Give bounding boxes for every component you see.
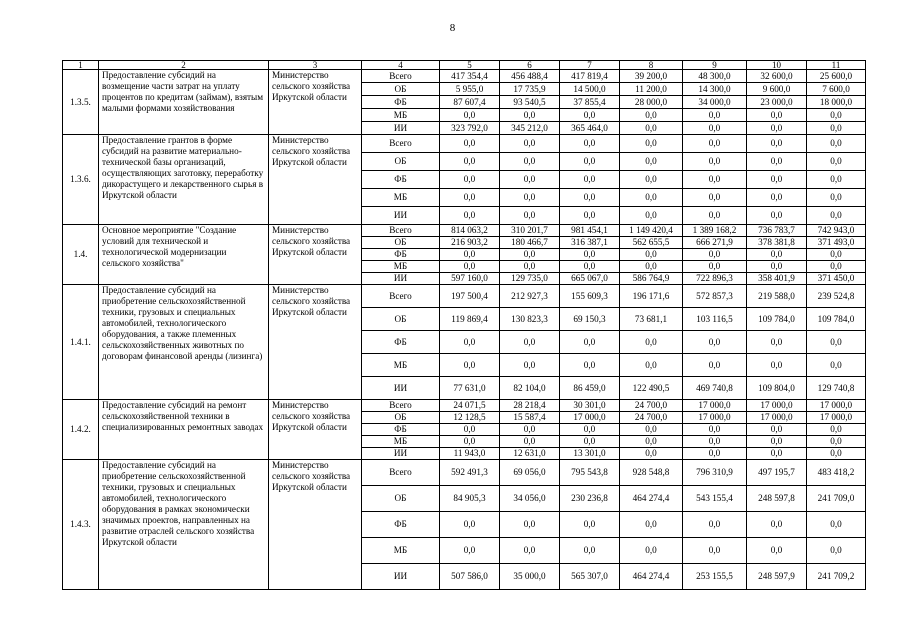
amount-cell: 5 955,0: [440, 83, 500, 96]
amount-cell: 17 000,0: [807, 412, 866, 424]
amount-cell: 323 792,0: [440, 122, 500, 135]
amount-cell: 0,0: [500, 261, 560, 273]
amount-cell: 0,0: [807, 538, 866, 564]
amount-cell: 0,0: [683, 261, 747, 273]
amount-cell: 0,0: [747, 153, 807, 171]
funding-source: ИИ: [362, 273, 440, 285]
funding-source: МБ: [362, 354, 440, 377]
table-row: [63, 225, 866, 237]
funding-source: ФБ: [362, 331, 440, 354]
amount-cell: 417 819,4: [560, 70, 620, 83]
amount-cell: 0,0: [620, 261, 683, 273]
amount-cell: 0,0: [560, 538, 620, 564]
item-code: 1.3.6.: [63, 135, 99, 225]
funding-source: ФБ: [362, 512, 440, 538]
header-cell: 2: [99, 61, 269, 70]
amount-cell: 562 655,5: [620, 237, 683, 249]
header-cell: 5: [440, 61, 500, 70]
amount-cell: 0,0: [560, 189, 620, 207]
funding-source: Всего: [362, 400, 440, 412]
amount-cell: 11 200,0: [620, 83, 683, 96]
funding-source: ОБ: [362, 237, 440, 249]
amount-cell: 0,0: [683, 207, 747, 225]
amount-cell: 0,0: [807, 424, 866, 436]
amount-cell: 7 600,0: [807, 83, 866, 96]
amount-cell: 0,0: [807, 189, 866, 207]
amount-cell: 0,0: [683, 331, 747, 354]
amount-cell: 0,0: [683, 135, 747, 153]
amount-cell: 0,0: [620, 354, 683, 377]
amount-cell: 417 354,4: [440, 70, 500, 83]
amount-cell: 109 784,0: [747, 308, 807, 331]
budget-table: [62, 60, 866, 590]
amount-cell: 0,0: [560, 171, 620, 189]
amount-cell: 103 116,5: [683, 308, 747, 331]
funding-source: ИИ: [362, 564, 440, 590]
header-cell: 4: [362, 61, 440, 70]
amount-cell: 155 609,3: [560, 285, 620, 308]
amount-cell: 17 000,0: [560, 412, 620, 424]
amount-cell: 0,0: [747, 448, 807, 460]
amount-cell: 37 855,4: [560, 96, 620, 109]
amount-cell: 0,0: [620, 122, 683, 135]
amount-cell: 796 310,9: [683, 460, 747, 486]
amount-cell: 371 493,0: [807, 237, 866, 249]
amount-cell: 666 271,9: [683, 237, 747, 249]
amount-cell: 82 104,0: [500, 377, 560, 400]
amount-cell: 86 459,0: [560, 377, 620, 400]
amount-cell: 586 764,9: [620, 273, 683, 285]
amount-cell: 0,0: [683, 153, 747, 171]
amount-cell: 0,0: [620, 135, 683, 153]
item-name: Предоставление грантов в форме субсидий на развитие материально-технической базы организаций, осуществляющих заготовку, переработку дикорастущего и лекарственного сырья в Иркутской области: [99, 135, 269, 225]
amount-cell: 239 524,8: [807, 285, 866, 308]
funding-source: ОБ: [362, 308, 440, 331]
amount-cell: 497 195,7: [747, 460, 807, 486]
amount-cell: 0,0: [440, 189, 500, 207]
item-code: 1.4.2.: [63, 400, 99, 460]
amount-cell: 0,0: [560, 207, 620, 225]
header-cell: 9: [683, 61, 747, 70]
amount-cell: 0,0: [440, 261, 500, 273]
amount-cell: 464 274,4: [620, 486, 683, 512]
amount-cell: 9 600,0: [747, 83, 807, 96]
amount-cell: 0,0: [440, 109, 500, 122]
amount-cell: 0,0: [807, 109, 866, 122]
amount-cell: 0,0: [620, 249, 683, 261]
amount-cell: 0,0: [440, 153, 500, 171]
table-body: [63, 61, 866, 590]
amount-cell: 0,0: [807, 153, 866, 171]
amount-cell: 14 300,0: [683, 83, 747, 96]
amount-cell: 129 735,0: [500, 273, 560, 285]
amount-cell: 0,0: [560, 354, 620, 377]
funding-source: ОБ: [362, 486, 440, 512]
amount-cell: 1 149 420,4: [620, 225, 683, 237]
amount-cell: 17 735,9: [500, 83, 560, 96]
item-code: 1.3.5.: [63, 70, 99, 135]
amount-cell: 0,0: [747, 135, 807, 153]
responsible-org: Министерство сельского хозяйства Иркутской области: [269, 285, 362, 400]
amount-cell: 0,0: [747, 249, 807, 261]
amount-cell: 0,0: [683, 448, 747, 460]
amount-cell: 13 301,0: [560, 448, 620, 460]
funding-source: ИИ: [362, 377, 440, 400]
amount-cell: 0,0: [440, 331, 500, 354]
amount-cell: 572 857,3: [683, 285, 747, 308]
amount-cell: 24 700,0: [620, 400, 683, 412]
funding-source: ФБ: [362, 424, 440, 436]
amount-cell: 241 709,0: [807, 486, 866, 512]
amount-cell: 371 450,0: [807, 273, 866, 285]
amount-cell: 0,0: [747, 354, 807, 377]
amount-cell: 0,0: [620, 171, 683, 189]
amount-cell: 0,0: [440, 424, 500, 436]
amount-cell: 592 491,3: [440, 460, 500, 486]
amount-cell: 69 150,3: [560, 308, 620, 331]
amount-cell: 28 218,4: [500, 400, 560, 412]
amount-cell: 0,0: [500, 436, 560, 448]
amount-cell: 17 000,0: [747, 400, 807, 412]
amount-cell: 24 071,5: [440, 400, 500, 412]
item-code: 1.4.3.: [63, 460, 99, 590]
amount-cell: 212 927,3: [500, 285, 560, 308]
amount-cell: 0,0: [440, 249, 500, 261]
item-code: 1.4.1.: [63, 285, 99, 400]
amount-cell: 310 201,7: [500, 225, 560, 237]
amount-cell: 14 500,0: [560, 83, 620, 96]
amount-cell: 0,0: [620, 331, 683, 354]
funding-source: ИИ: [362, 122, 440, 135]
amount-cell: 0,0: [683, 512, 747, 538]
amount-cell: 0,0: [440, 512, 500, 538]
amount-cell: 0,0: [747, 436, 807, 448]
amount-cell: 32 600,0: [747, 70, 807, 83]
amount-cell: 34 000,0: [683, 96, 747, 109]
page-number: 8: [449, 22, 456, 34]
amount-cell: 24 700,0: [620, 412, 683, 424]
funding-source: Всего: [362, 285, 440, 308]
amount-cell: 122 490,5: [620, 377, 683, 400]
amount-cell: 17 000,0: [683, 400, 747, 412]
amount-cell: 109 784,0: [807, 308, 866, 331]
amount-cell: 23 000,0: [747, 96, 807, 109]
amount-cell: 0,0: [747, 122, 807, 135]
item-name: Предоставление субсидий на возмещение части затрат на уплату процентов по кредитам (займам), взятым малыми формами хозяйствования: [99, 70, 269, 135]
header-cell: 6: [500, 61, 560, 70]
amount-cell: 0,0: [807, 448, 866, 460]
amount-cell: 0,0: [560, 249, 620, 261]
amount-cell: 928 548,8: [620, 460, 683, 486]
funding-source: МБ: [362, 109, 440, 122]
amount-cell: 0,0: [560, 436, 620, 448]
amount-cell: 109 804,0: [747, 377, 807, 400]
table-row: [63, 285, 866, 308]
amount-cell: 0,0: [440, 171, 500, 189]
amount-cell: 0,0: [807, 261, 866, 273]
amount-cell: 0,0: [747, 424, 807, 436]
amount-cell: 0,0: [807, 135, 866, 153]
funding-source: ФБ: [362, 249, 440, 261]
amount-cell: 0,0: [500, 207, 560, 225]
funding-source: МБ: [362, 261, 440, 273]
amount-cell: 87 607,4: [440, 96, 500, 109]
amount-cell: 1 389 168,2: [683, 225, 747, 237]
amount-cell: 196 171,6: [620, 285, 683, 308]
amount-cell: 0,0: [807, 436, 866, 448]
amount-cell: 0,0: [560, 512, 620, 538]
amount-cell: 216 903,2: [440, 237, 500, 249]
amount-cell: 507 586,0: [440, 564, 500, 590]
amount-cell: 814 063,2: [440, 225, 500, 237]
amount-cell: 0,0: [560, 135, 620, 153]
amount-cell: 15 587,4: [500, 412, 560, 424]
funding-source: ОБ: [362, 83, 440, 96]
amount-cell: 0,0: [683, 109, 747, 122]
amount-cell: 0,0: [500, 331, 560, 354]
amount-cell: 219 588,0: [747, 285, 807, 308]
amount-cell: 0,0: [747, 171, 807, 189]
amount-cell: 17 000,0: [807, 400, 866, 412]
funding-source: ОБ: [362, 412, 440, 424]
amount-cell: 0,0: [620, 436, 683, 448]
amount-cell: 378 381,8: [747, 237, 807, 249]
amount-cell: 597 160,0: [440, 273, 500, 285]
amount-cell: 0,0: [620, 424, 683, 436]
amount-cell: 0,0: [560, 261, 620, 273]
amount-cell: 69 056,0: [500, 460, 560, 486]
amount-cell: 0,0: [500, 354, 560, 377]
amount-cell: 464 274,4: [620, 564, 683, 590]
amount-cell: 0,0: [500, 135, 560, 153]
amount-cell: 0,0: [620, 109, 683, 122]
amount-cell: 0,0: [500, 109, 560, 122]
amount-cell: 0,0: [683, 122, 747, 135]
amount-cell: 345 212,0: [500, 122, 560, 135]
amount-cell: 0,0: [683, 171, 747, 189]
amount-cell: 0,0: [683, 538, 747, 564]
amount-cell: 93 540,5: [500, 96, 560, 109]
amount-cell: 0,0: [807, 512, 866, 538]
amount-cell: 0,0: [807, 331, 866, 354]
amount-cell: 0,0: [620, 448, 683, 460]
amount-cell: 73 681,1: [620, 308, 683, 331]
amount-cell: 34 056,0: [500, 486, 560, 512]
amount-cell: 180 466,7: [500, 237, 560, 249]
amount-cell: 0,0: [500, 424, 560, 436]
amount-cell: 0,0: [620, 189, 683, 207]
amount-cell: 665 067,0: [560, 273, 620, 285]
item-code: 1.4.: [63, 225, 99, 285]
amount-cell: 0,0: [807, 171, 866, 189]
table-row: [63, 135, 866, 153]
amount-cell: 248 597,8: [747, 486, 807, 512]
funding-source: ФБ: [362, 171, 440, 189]
amount-cell: 0,0: [620, 153, 683, 171]
amount-cell: 0,0: [747, 207, 807, 225]
amount-cell: 230 236,8: [560, 486, 620, 512]
amount-cell: 736 783,7: [747, 225, 807, 237]
header-cell: 10: [747, 61, 807, 70]
amount-cell: 11 943,0: [440, 448, 500, 460]
amount-cell: 795 543,8: [560, 460, 620, 486]
funding-source: ИИ: [362, 448, 440, 460]
amount-cell: 18 000,0: [807, 96, 866, 109]
responsible-org: Министерство сельского хозяйства Иркутской области: [269, 135, 362, 225]
amount-cell: 742 943,0: [807, 225, 866, 237]
amount-cell: 0,0: [683, 354, 747, 377]
amount-cell: 17 000,0: [747, 412, 807, 424]
amount-cell: 0,0: [440, 436, 500, 448]
amount-cell: 0,0: [807, 122, 866, 135]
amount-cell: 253 155,5: [683, 564, 747, 590]
funding-source: МБ: [362, 538, 440, 564]
amount-cell: 12 631,0: [500, 448, 560, 460]
amount-cell: 483 418,2: [807, 460, 866, 486]
funding-source: ИИ: [362, 207, 440, 225]
amount-cell: 0,0: [500, 189, 560, 207]
amount-cell: 84 905,3: [440, 486, 500, 512]
amount-cell: 77 631,0: [440, 377, 500, 400]
funding-source: ОБ: [362, 153, 440, 171]
responsible-org: Министерство сельского хозяйства Иркутской области: [269, 225, 362, 285]
funding-source: Всего: [362, 70, 440, 83]
amount-cell: 12 128,5: [440, 412, 500, 424]
amount-cell: 543 155,4: [683, 486, 747, 512]
amount-cell: 241 709,2: [807, 564, 866, 590]
amount-cell: 0,0: [747, 109, 807, 122]
amount-cell: 39 200,0: [620, 70, 683, 83]
amount-cell: 469 740,8: [683, 377, 747, 400]
amount-cell: 0,0: [500, 538, 560, 564]
amount-cell: 0,0: [620, 207, 683, 225]
amount-cell: 129 740,8: [807, 377, 866, 400]
header-cell: 11: [807, 61, 866, 70]
funding-source: МБ: [362, 189, 440, 207]
amount-cell: 565 307,0: [560, 564, 620, 590]
header-cell: 7: [560, 61, 620, 70]
header-cell: 1: [63, 61, 99, 70]
amount-cell: 0,0: [560, 424, 620, 436]
amount-cell: 17 000,0: [683, 412, 747, 424]
column-number-row: [63, 61, 866, 70]
amount-cell: 0,0: [747, 512, 807, 538]
amount-cell: 25 600,0: [807, 70, 866, 83]
table-row: [63, 400, 866, 412]
amount-cell: 0,0: [683, 436, 747, 448]
amount-cell: 30 301,0: [560, 400, 620, 412]
table-row: [63, 70, 866, 83]
amount-cell: 0,0: [747, 331, 807, 354]
funding-source: ФБ: [362, 96, 440, 109]
amount-cell: 0,0: [560, 109, 620, 122]
funding-source: Всего: [362, 225, 440, 237]
amount-cell: 316 387,1: [560, 237, 620, 249]
amount-cell: 0,0: [620, 512, 683, 538]
amount-cell: 456 488,4: [500, 70, 560, 83]
amount-cell: 0,0: [440, 207, 500, 225]
amount-cell: 48 300,0: [683, 70, 747, 83]
table-row: [63, 460, 866, 486]
amount-cell: 0,0: [747, 261, 807, 273]
amount-cell: 0,0: [560, 153, 620, 171]
amount-cell: 0,0: [807, 249, 866, 261]
amount-cell: 365 464,0: [560, 122, 620, 135]
amount-cell: 0,0: [440, 135, 500, 153]
amount-cell: 0,0: [807, 354, 866, 377]
amount-cell: 35 000,0: [500, 564, 560, 590]
header-cell: 3: [269, 61, 362, 70]
amount-cell: 0,0: [807, 207, 866, 225]
amount-cell: 197 500,4: [440, 285, 500, 308]
amount-cell: 0,0: [500, 512, 560, 538]
amount-cell: 0,0: [500, 153, 560, 171]
amount-cell: 0,0: [620, 538, 683, 564]
amount-cell: 0,0: [683, 424, 747, 436]
amount-cell: 248 597,9: [747, 564, 807, 590]
amount-cell: 358 401,9: [747, 273, 807, 285]
amount-cell: 0,0: [747, 538, 807, 564]
amount-cell: 130 823,3: [500, 308, 560, 331]
amount-cell: 0,0: [560, 331, 620, 354]
funding-source: Всего: [362, 460, 440, 486]
amount-cell: 0,0: [440, 538, 500, 564]
responsible-org: Министерство сельского хозяйства Иркутской области: [269, 400, 362, 460]
amount-cell: 0,0: [683, 189, 747, 207]
amount-cell: 0,0: [440, 354, 500, 377]
item-name: Основное мероприятие "Создание условий для технической и технологической модернизации сельского хозяйства": [99, 225, 269, 285]
amount-cell: 722 896,3: [683, 273, 747, 285]
funding-source: МБ: [362, 436, 440, 448]
item-name: Предоставление субсидий на ремонт сельскохозяйственной техники в специализированных ремонтных заводах: [99, 400, 269, 460]
responsible-org: Министерство сельского хозяйства Иркутской области: [269, 460, 362, 590]
item-name: Предоставление субсидий на приобретение сельскохозяйственной техники, грузовых и специальных автомобилей, технологического оборудования в рамках экономически значимых проектов, направленных на развитие отраслей сельского хозяйства Иркутской области: [99, 460, 269, 590]
amount-cell: 981 454,1: [560, 225, 620, 237]
responsible-org: Министерство сельского хозяйства Иркутской области: [269, 70, 362, 135]
amount-cell: 0,0: [683, 249, 747, 261]
header-cell: 8: [620, 61, 683, 70]
amount-cell: 119 869,4: [440, 308, 500, 331]
amount-cell: 0,0: [500, 171, 560, 189]
amount-cell: 0,0: [747, 189, 807, 207]
amount-cell: 28 000,0: [620, 96, 683, 109]
funding-source: Всего: [362, 135, 440, 153]
amount-cell: 0,0: [500, 249, 560, 261]
item-name: Предоставление субсидий на приобретение сельскохозяйственной техники, грузовых и специальных автомобилей, технологического оборудования, а также племенных сельскохозяйственных животных по договорам финансовой аренды (лизинга): [99, 285, 269, 400]
